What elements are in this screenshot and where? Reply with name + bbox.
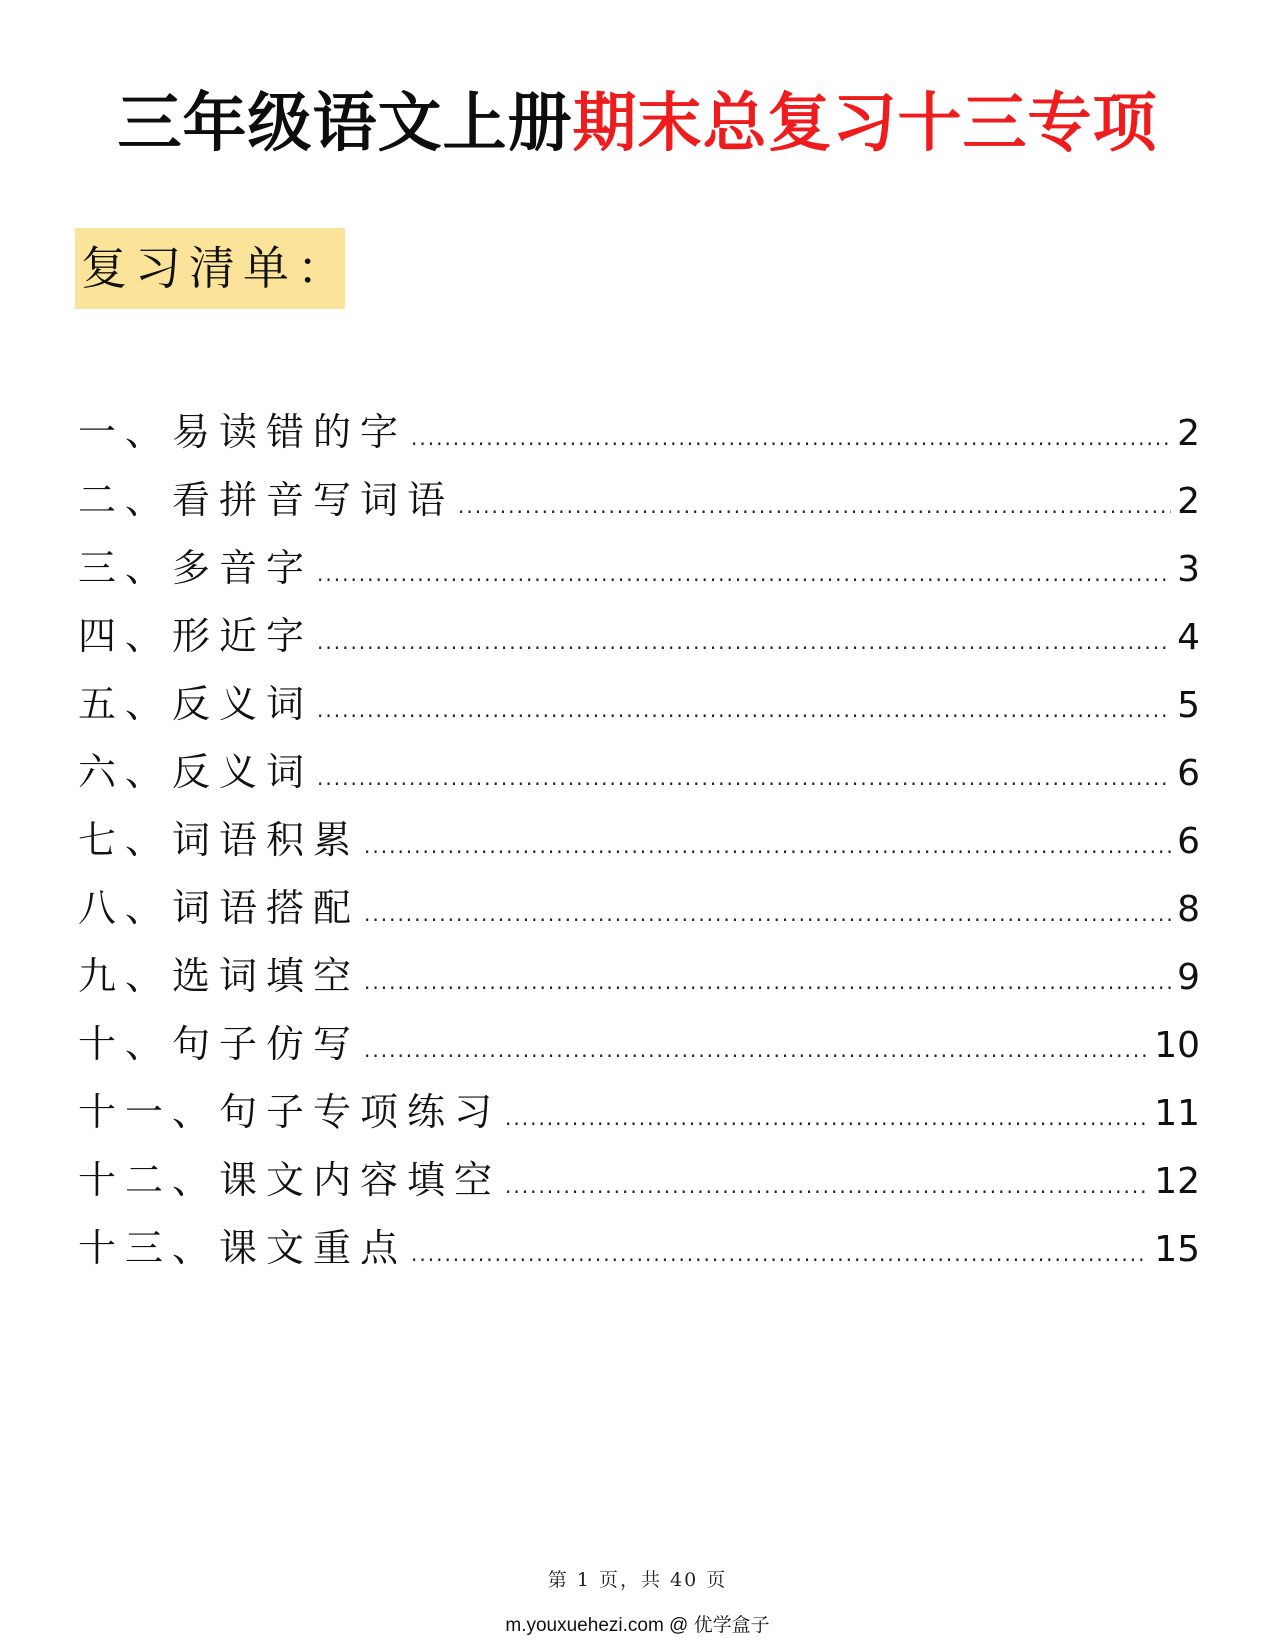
toc-item-label: 十、句子仿写 xyxy=(78,1022,361,1066)
toc-dot-leader xyxy=(364,812,1171,880)
toc-item-page: 11 xyxy=(1154,1093,1200,1134)
toc-item-page: 2 xyxy=(1177,413,1200,454)
toc-item-label: 五、反义词 xyxy=(78,682,314,726)
toc-item-label: 八、词语搭配 xyxy=(78,886,361,930)
toc-item[interactable] xyxy=(78,1214,1200,1282)
toc-item[interactable] xyxy=(78,1010,1200,1078)
toc-item[interactable] xyxy=(78,398,1200,466)
toc-item-label: 十三、课文重点 xyxy=(78,1226,408,1270)
toc-item-label: 十一、句子专项练习 xyxy=(78,1090,502,1134)
toc-item-label: 十二、课文内容填空 xyxy=(78,1158,502,1202)
toc-item[interactable] xyxy=(78,534,1200,602)
toc-item-page: 15 xyxy=(1154,1229,1200,1270)
toc-dot-leader xyxy=(317,608,1171,676)
table-of-contents xyxy=(78,398,1200,1282)
toc-dot-leader xyxy=(458,472,1171,540)
toc-item-label: 四、形近字 xyxy=(78,614,314,658)
toc-dot-leader xyxy=(411,1220,1148,1288)
toc-item[interactable] xyxy=(78,1146,1200,1214)
toc-dot-leader xyxy=(505,1152,1148,1220)
toc-item-label: 六、反义词 xyxy=(78,750,314,794)
toc-item-page: 6 xyxy=(1177,753,1200,794)
toc-item-page: 4 xyxy=(1177,617,1200,658)
toc-item-page: 6 xyxy=(1177,821,1200,862)
toc-item-label: 二、看拼音写词语 xyxy=(78,478,455,522)
toc-item-page: 3 xyxy=(1177,549,1200,590)
toc-item-label: 九、选词填空 xyxy=(78,954,361,998)
toc-item-label: 七、词语积累 xyxy=(78,818,361,862)
title-grade-subject: 三年级语文上册 xyxy=(117,87,573,161)
toc-item-label: 一、易读错的字 xyxy=(78,410,408,454)
toc-item-page: 12 xyxy=(1154,1161,1200,1202)
toc-dot-leader xyxy=(317,540,1171,608)
toc-item[interactable] xyxy=(78,738,1200,806)
toc-item[interactable] xyxy=(78,942,1200,1010)
toc-dot-leader xyxy=(317,744,1171,812)
toc-dot-leader xyxy=(364,1016,1148,1084)
toc-dot-leader xyxy=(317,676,1171,744)
toc-item-page: 8 xyxy=(1177,889,1200,930)
toc-item[interactable] xyxy=(78,806,1200,874)
toc-item-page: 2 xyxy=(1177,481,1200,522)
toc-dot-leader xyxy=(411,404,1171,472)
page-title xyxy=(0,84,1275,164)
page-number-footer: 第 1 页，共 40 页 xyxy=(547,1569,728,1591)
title-review-topic: 期末总复习十三专项 xyxy=(572,87,1158,161)
toc-item[interactable] xyxy=(78,466,1200,534)
toc-item[interactable] xyxy=(78,602,1200,670)
toc-item-page: 9 xyxy=(1177,957,1200,998)
toc-dot-leader xyxy=(364,880,1171,948)
review-list-label: 复习清单： xyxy=(75,228,345,309)
toc-dot-leader xyxy=(364,948,1171,1016)
toc-dot-leader xyxy=(505,1084,1148,1152)
toc-item-label: 三、多音字 xyxy=(78,546,314,590)
toc-item[interactable] xyxy=(78,670,1200,738)
toc-item[interactable] xyxy=(78,1078,1200,1146)
toc-item-page: 10 xyxy=(1154,1025,1200,1066)
site-watermark-footer: m.youxuehezi.com @ 优学盒子 xyxy=(505,1615,770,1636)
toc-item[interactable] xyxy=(78,874,1200,942)
toc-item-page: 5 xyxy=(1177,685,1200,726)
